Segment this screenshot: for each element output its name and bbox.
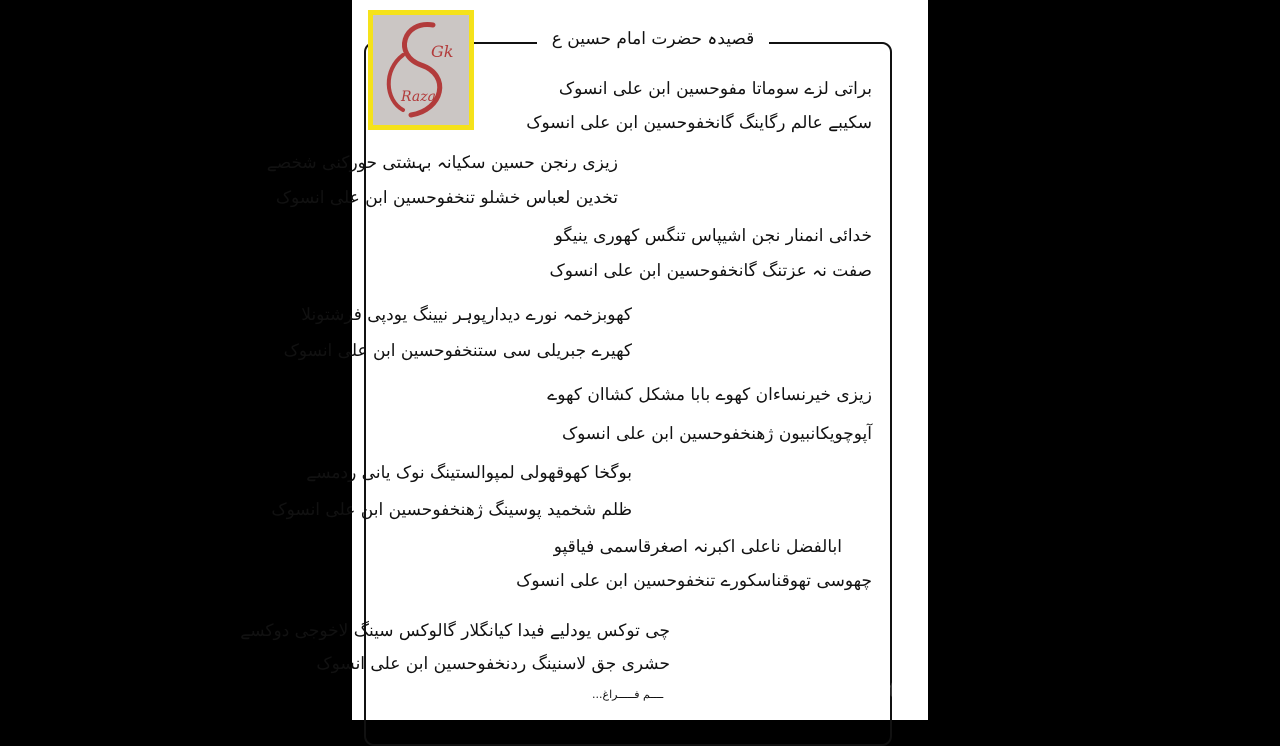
svg-text:Gk: Gk xyxy=(431,42,454,61)
verse-line: سکیبے عالم رگاینگ گانخفوحسین ابن علی انسوک xyxy=(526,113,872,133)
verse-line: براتی لزے سوماتا مفوحسین ابن علی انسوک xyxy=(558,79,872,99)
verse-line: چھوسی تھوقناسکورے تنخفوحسین ابن علی انسوک xyxy=(516,571,872,591)
verse-line: صفت نہ عزتنگ گانخفوحسین ابن علی انسوک xyxy=(549,261,872,281)
document-page xyxy=(240,0,928,720)
verse-line: حشری جق لاسنینگ ردنخفوحسین ابن علی انسوک xyxy=(316,654,670,674)
verse-line: آپوچویکانبیون ژھنخفوحسین ابن علی انسوک xyxy=(561,424,872,444)
app-watermark: InShOt xyxy=(822,679,897,702)
verse-line: زیزی رنجن حسین سکیانہ بہشتی حورکنی شخصے xyxy=(266,153,618,173)
verse-line: بوگخا کھوقھولی لمپوالستینگ نوک یانی ردمسے xyxy=(306,463,632,483)
footer-text: ...ــــم فـــــراغ xyxy=(592,688,664,701)
verse-line: تخدین لعباس خشلو تنخفوحسین ابن علی انسوک xyxy=(275,188,618,208)
svg-text:Raza: Raza xyxy=(401,89,436,105)
verse-line: ظلم شخمید پوسینگ ژھنخفوحسین ابن علی انسوک xyxy=(271,500,632,520)
verse-line: کھوبزخمہ نورے دیدارپوہر نیینگ یودپی فرشتونلا xyxy=(301,305,632,325)
page-title: قصیدہ حضرت امام حسین ع xyxy=(537,28,769,49)
verse-line: زیزی خیرنساءان کھوے بابا مشکل کشاان کھوے xyxy=(547,385,872,405)
logo-signature-icon xyxy=(373,15,469,125)
verse-line: کھیرے جبریلی سی ستنخفوحسین ابن علی انسوک xyxy=(283,341,632,361)
verse-line: چی توکس یودلیے فیدا کیانگلار گالوکس سینگ لاخوجی دوکسے xyxy=(240,621,670,641)
verse-line: خدائی انمنار نجن اشیپاس تنگس کھوری ینیگو xyxy=(554,226,872,246)
verse-line: ابالفضل ناعلی اکبرنہ اصغرقاسمی فیاقپو xyxy=(553,537,842,557)
author-logo xyxy=(368,10,474,130)
logo-image xyxy=(373,15,469,125)
